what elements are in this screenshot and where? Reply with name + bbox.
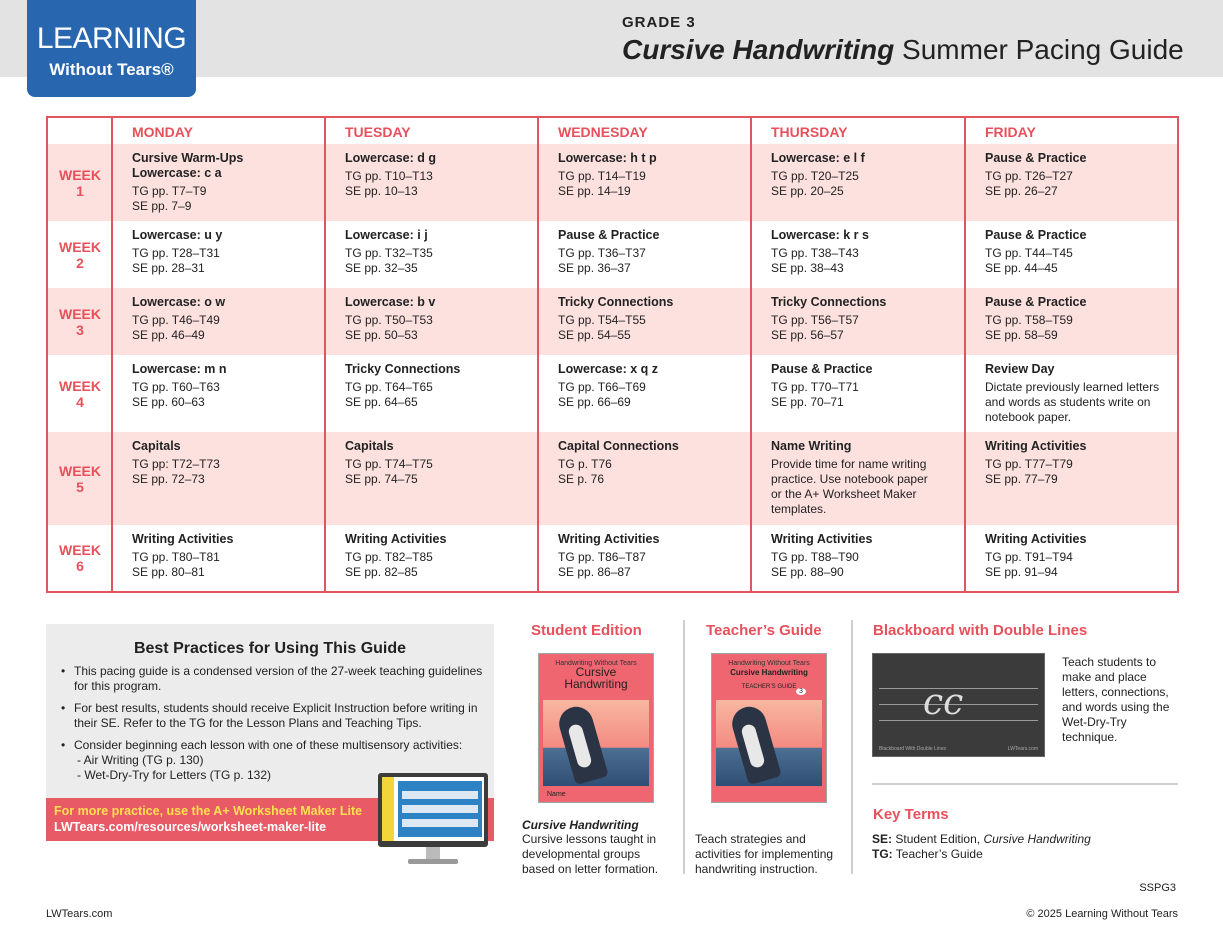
best-practices-title: Best Practices for Using This Guide [133, 640, 407, 657]
board-label-left: Blackboard With Double Lines [879, 746, 946, 752]
lesson-detail: TG pp. T64–T65 [345, 380, 433, 394]
tg-cover-sub: TEACHER’S GUIDE [741, 684, 797, 690]
lesson-title: Lowercase: e l f [771, 151, 865, 165]
lesson-detail: SE pp. 44–45 [985, 261, 1058, 275]
lesson-title: Capitals [345, 439, 394, 453]
lesson-cell [965, 228, 1177, 276]
lesson-cell [965, 439, 1177, 487]
lesson-cell [112, 532, 324, 580]
se-caption-title: Cursive Handwriting [522, 818, 639, 832]
lesson-cell [538, 151, 750, 199]
lesson-detail: TG p. T76 [558, 457, 612, 471]
lesson-title: Pause & Practice [558, 228, 660, 242]
lesson-detail: SE pp. 54–55 [558, 328, 631, 342]
week-word: WEEK [59, 305, 101, 322]
lesson-cell [325, 151, 537, 199]
lesson-detail: SE pp. 20–25 [771, 184, 844, 198]
lesson-detail: SE pp. 50–53 [345, 328, 418, 342]
se-italic: Cursive Handwriting [983, 832, 1091, 846]
lesson-detail: TG pp: T72–T73 [132, 457, 220, 471]
lesson-detail: TG pp. T26–T27 [985, 169, 1073, 183]
lesson-detail: TG pp. T74–T75 [345, 457, 433, 471]
lesson-detail: TG pp. T56–T57 [771, 313, 859, 327]
divider [683, 620, 685, 874]
lesson-title: Pause & Practice [985, 228, 1087, 242]
title-bold: Cursive Handwriting [622, 34, 895, 65]
banner-url[interactable]: LWTears.com/resources/worksheet-maker-lite [54, 820, 327, 834]
lesson-detail: SE pp. 28–31 [132, 261, 205, 275]
lesson-detail: SE p. 76 [558, 472, 605, 486]
lesson-detail: SE pp. 7–9 [132, 199, 192, 213]
tg-text: Teacher’s Guide [895, 847, 983, 861]
lesson-detail: Dictate previously learned letters [985, 380, 1160, 394]
lesson-cell [965, 362, 1177, 425]
lesson-detail: TG pp. T50–T53 [345, 313, 433, 327]
key-term-se [872, 832, 1091, 847]
lesson-detail: practice. Use notebook paper [771, 472, 928, 486]
week-number: 4 [76, 393, 84, 410]
lesson-cell [538, 362, 750, 410]
lesson-detail: TG pp. T7–T9 [132, 184, 207, 198]
lesson-cell [325, 362, 537, 410]
sub-item-wet-dry-try: - Wet-Dry-Try for Letters (TG p. 132) [77, 768, 272, 782]
teachers-guide-heading: Teacher’s Guide [706, 622, 822, 639]
day-header: WEDNESDAY [558, 124, 648, 140]
week-word: WEEK [59, 166, 101, 183]
lesson-cell [112, 151, 324, 214]
tg-cover-badge: 3 [796, 688, 806, 695]
lesson-title: Writing Activities [985, 439, 1087, 453]
monitor-icon [378, 773, 488, 866]
tg-cover-top: Handwriting Without Tears [728, 660, 810, 667]
day-header: FRIDAY [985, 124, 1036, 140]
lesson-cell [751, 228, 963, 276]
lesson-detail: SE pp. 82–85 [345, 565, 418, 579]
lesson-detail: SE pp. 64–65 [345, 395, 418, 409]
week-number: 5 [76, 478, 84, 495]
blackboard-caption: Teach students to make and place letters, connections, and words using the Wet-Dry-Try technique. [1062, 655, 1170, 744]
lesson-detail: TG pp. T54–T55 [558, 313, 646, 327]
lesson-cell [965, 295, 1177, 343]
lesson-title: Lowercase: d g [345, 151, 436, 165]
lesson-title: Tricky Connections [771, 295, 887, 309]
lesson-title: Writing Activities [345, 532, 447, 546]
lesson-detail: TG pp. T14–T19 [558, 169, 646, 183]
lesson-detail: TG pp. T20–T25 [771, 169, 859, 183]
lesson-detail: TG pp. T88–T90 [771, 550, 859, 564]
lesson-detail: SE pp. 72–73 [132, 472, 205, 486]
lesson-detail: SE pp. 74–75 [345, 472, 418, 486]
lesson-title: Tricky Connections [558, 295, 674, 309]
lesson-detail: SE pp. 88–90 [771, 565, 844, 579]
lesson-cell [538, 228, 750, 276]
lesson-cell [325, 228, 537, 276]
lesson-cell [325, 295, 537, 343]
column-divider [964, 118, 966, 591]
lesson-title: Pause & Practice [771, 362, 873, 376]
board-letters: cc [923, 682, 964, 723]
pacing-table [46, 116, 1179, 593]
week-number: 3 [76, 321, 84, 338]
lesson-detail: TG pp. T36–T37 [558, 246, 646, 260]
key-terms-heading: Key Terms [873, 806, 949, 823]
lesson-title: Writing Activities [132, 532, 234, 546]
best-practices-list [60, 664, 485, 790]
lesson-cell [751, 362, 963, 410]
lesson-title: Tricky Connections [345, 362, 461, 376]
board-label-right: LWTears.com [1007, 746, 1038, 752]
day-header: THURSDAY [771, 124, 848, 140]
lesson-detail: TG pp. T70–T71 [771, 380, 859, 394]
week-row [48, 221, 1177, 288]
week-word: WEEK [59, 462, 101, 479]
learning-without-tears-logo[interactable] [27, 0, 196, 97]
lesson-title: Pause & Practice [985, 295, 1087, 309]
week-label [48, 355, 112, 432]
week-word: WEEK [59, 238, 101, 255]
grade-label: GRADE 3 [622, 14, 696, 31]
lesson-detail: templates. [771, 502, 827, 516]
lesson-cell [538, 295, 750, 343]
lesson-cell [538, 439, 750, 487]
se-cover-name: Name [547, 791, 566, 798]
lesson-detail: TG pp. T44–T45 [985, 246, 1073, 260]
lesson-title: Lowercase: x q z [558, 362, 659, 376]
lesson-title: Capital Connections [558, 439, 679, 453]
title-rest: Summer Pacing Guide [902, 34, 1184, 65]
week-number: 1 [76, 182, 84, 199]
se-cover-top: Handwriting Without Tears [555, 660, 637, 667]
lesson-detail: TG pp. T86–T87 [558, 550, 646, 564]
key-term-tg [872, 847, 983, 862]
footer-site[interactable]: LWTears.com [46, 908, 113, 920]
sub-item-air-writing: - Air Writing (TG p. 130) [77, 753, 204, 767]
lesson-detail: SE pp. 91–94 [985, 565, 1058, 579]
tg-abbr: TG: [872, 847, 893, 861]
footer-copyright: © 2025 Learning Without Tears [1026, 908, 1178, 920]
lesson-cell [325, 532, 537, 580]
lesson-cell [112, 362, 324, 410]
lesson-detail: TG pp. T38–T43 [771, 246, 859, 260]
day-header: TUESDAY [345, 124, 411, 140]
lesson-title: Lowercase: b v [345, 295, 436, 309]
lesson-detail: TG pp. T46–T49 [132, 313, 220, 327]
lesson-cell [112, 439, 324, 487]
lesson-title: Name Writing [771, 439, 852, 453]
lesson-detail: TG pp. T77–T79 [985, 457, 1073, 471]
column-divider [111, 118, 113, 591]
week-number: 2 [76, 254, 84, 271]
lesson-cell [112, 228, 324, 276]
bullet-2: • For best results, students should receive Explicit Instruction before writing in their SE. Refer to the TG for the Lesson Plans and Teaching Tips. [60, 701, 485, 731]
banner-promo: For more practice, use the A+ Worksheet Maker Lite [54, 804, 363, 818]
divider [851, 620, 853, 874]
week-row [48, 355, 1177, 432]
lesson-detail: SE pp. 36–37 [558, 261, 631, 275]
lesson-detail: TG pp. T82–T85 [345, 550, 433, 564]
lesson-detail: SE pp. 10–13 [345, 184, 418, 198]
se-caption: Cursive lessons taught in developmental groups based on letter formation. [522, 832, 659, 876]
student-edition-cover [538, 653, 654, 803]
week-label [48, 432, 112, 525]
lesson-title: Writing Activities [985, 532, 1087, 546]
week-row [48, 144, 1177, 221]
tg-cover-title: Cursive Handwriting [730, 668, 808, 677]
lesson-title: Lowercase: k r s [771, 228, 869, 242]
lesson-title: Capitals [132, 439, 181, 453]
lesson-detail: SE pp. 60–63 [132, 395, 205, 409]
lesson-cell [112, 295, 324, 343]
lesson-detail: SE pp. 70–71 [771, 395, 844, 409]
lesson-title: Cursive Warm-Ups Lowercase: c a [132, 151, 244, 180]
lesson-detail: TG pp. T28–T31 [132, 246, 220, 260]
lesson-detail: TG pp. T60–T63 [132, 380, 220, 394]
lesson-cell [325, 439, 537, 487]
lesson-detail: and words as students write on [985, 395, 1151, 409]
lesson-detail: SE pp. 14–19 [558, 184, 631, 198]
lesson-cell [751, 439, 963, 517]
lesson-title: Lowercase: h t p [558, 151, 657, 165]
week-row [48, 525, 1177, 591]
se-cover-title: Cursive Handwriting [564, 665, 628, 691]
lesson-title: Writing Activities [771, 532, 873, 546]
logo-line2: Without Tears® [49, 60, 174, 79]
logo-line1: LEARNING [36, 22, 187, 55]
lesson-title: Lowercase: m n [132, 362, 227, 376]
blackboard-image [872, 653, 1045, 757]
lesson-cell [751, 151, 963, 199]
lesson-cell [965, 151, 1177, 199]
column-divider [750, 118, 752, 591]
lesson-title: Review Day [985, 362, 1055, 376]
week-row [48, 288, 1177, 355]
week-label [48, 288, 112, 355]
bullet-3-text: Consider beginning each lesson with one of these multisensory activities: [74, 738, 463, 752]
lesson-detail: SE pp. 66–69 [558, 395, 631, 409]
week-label [48, 525, 112, 591]
page-title [622, 34, 1184, 66]
week-word: WEEK [59, 542, 101, 558]
lesson-detail: SE pp. 77–79 [985, 472, 1058, 486]
lesson-cell [751, 295, 963, 343]
lesson-detail: Provide time for name writing [771, 457, 927, 471]
lesson-cell [538, 532, 750, 580]
divider [872, 783, 1178, 785]
tg-caption: Teach strategies and activities for implementing handwriting instruction. [695, 832, 834, 876]
lesson-detail: TG pp. T91–T94 [985, 550, 1073, 564]
lesson-detail: SE pp. 58–59 [985, 328, 1058, 342]
document-code: SSPG3 [1139, 882, 1176, 894]
lesson-title: Lowercase: i j [345, 228, 428, 242]
lesson-detail: TG pp. T58–T59 [985, 313, 1073, 327]
lesson-title: Pause & Practice [985, 151, 1087, 165]
lesson-detail: SE pp. 86–87 [558, 565, 631, 579]
lesson-detail: TG pp. T66–T69 [558, 380, 646, 394]
lesson-detail: SE pp. 38–43 [771, 261, 844, 275]
lesson-detail: or the A+ Worksheet Maker [771, 487, 917, 501]
blackboard-heading: Blackboard with Double Lines [873, 622, 1088, 639]
lesson-detail: SE pp. 32–35 [345, 261, 418, 275]
lesson-detail: TG pp. T32–T35 [345, 246, 433, 260]
se-abbr: SE: [872, 832, 893, 846]
lesson-detail: TG pp. T80–T81 [132, 550, 220, 564]
lesson-detail: SE pp. 80–81 [132, 565, 205, 579]
column-divider [537, 118, 539, 591]
week-number: 6 [76, 558, 84, 574]
lesson-title: Lowercase: u y [132, 228, 223, 242]
week-word: WEEK [59, 377, 101, 394]
lesson-title: Writing Activities [558, 532, 660, 546]
lesson-detail: SE pp. 46–49 [132, 328, 205, 342]
day-header: MONDAY [132, 124, 193, 140]
teachers-guide-cover [711, 653, 827, 803]
lesson-detail: SE pp. 56–57 [771, 328, 844, 342]
lesson-detail: notebook paper. [985, 410, 1072, 424]
lesson-detail: SE pp. 26–27 [985, 184, 1058, 198]
week-label [48, 144, 112, 221]
se-text: Student Edition, [895, 832, 981, 846]
week-row [48, 432, 1177, 525]
lesson-cell [751, 532, 963, 580]
column-divider [324, 118, 326, 591]
week-label [48, 221, 112, 288]
lesson-cell [965, 532, 1177, 580]
bullet-1: • This pacing guide is a condensed version of the 27-week teaching guidelines for this program. [60, 664, 485, 694]
lesson-title: Lowercase: o w [132, 295, 226, 309]
lesson-detail: TG pp. T10–T13 [345, 169, 433, 183]
student-edition-heading: Student Edition [531, 622, 642, 639]
